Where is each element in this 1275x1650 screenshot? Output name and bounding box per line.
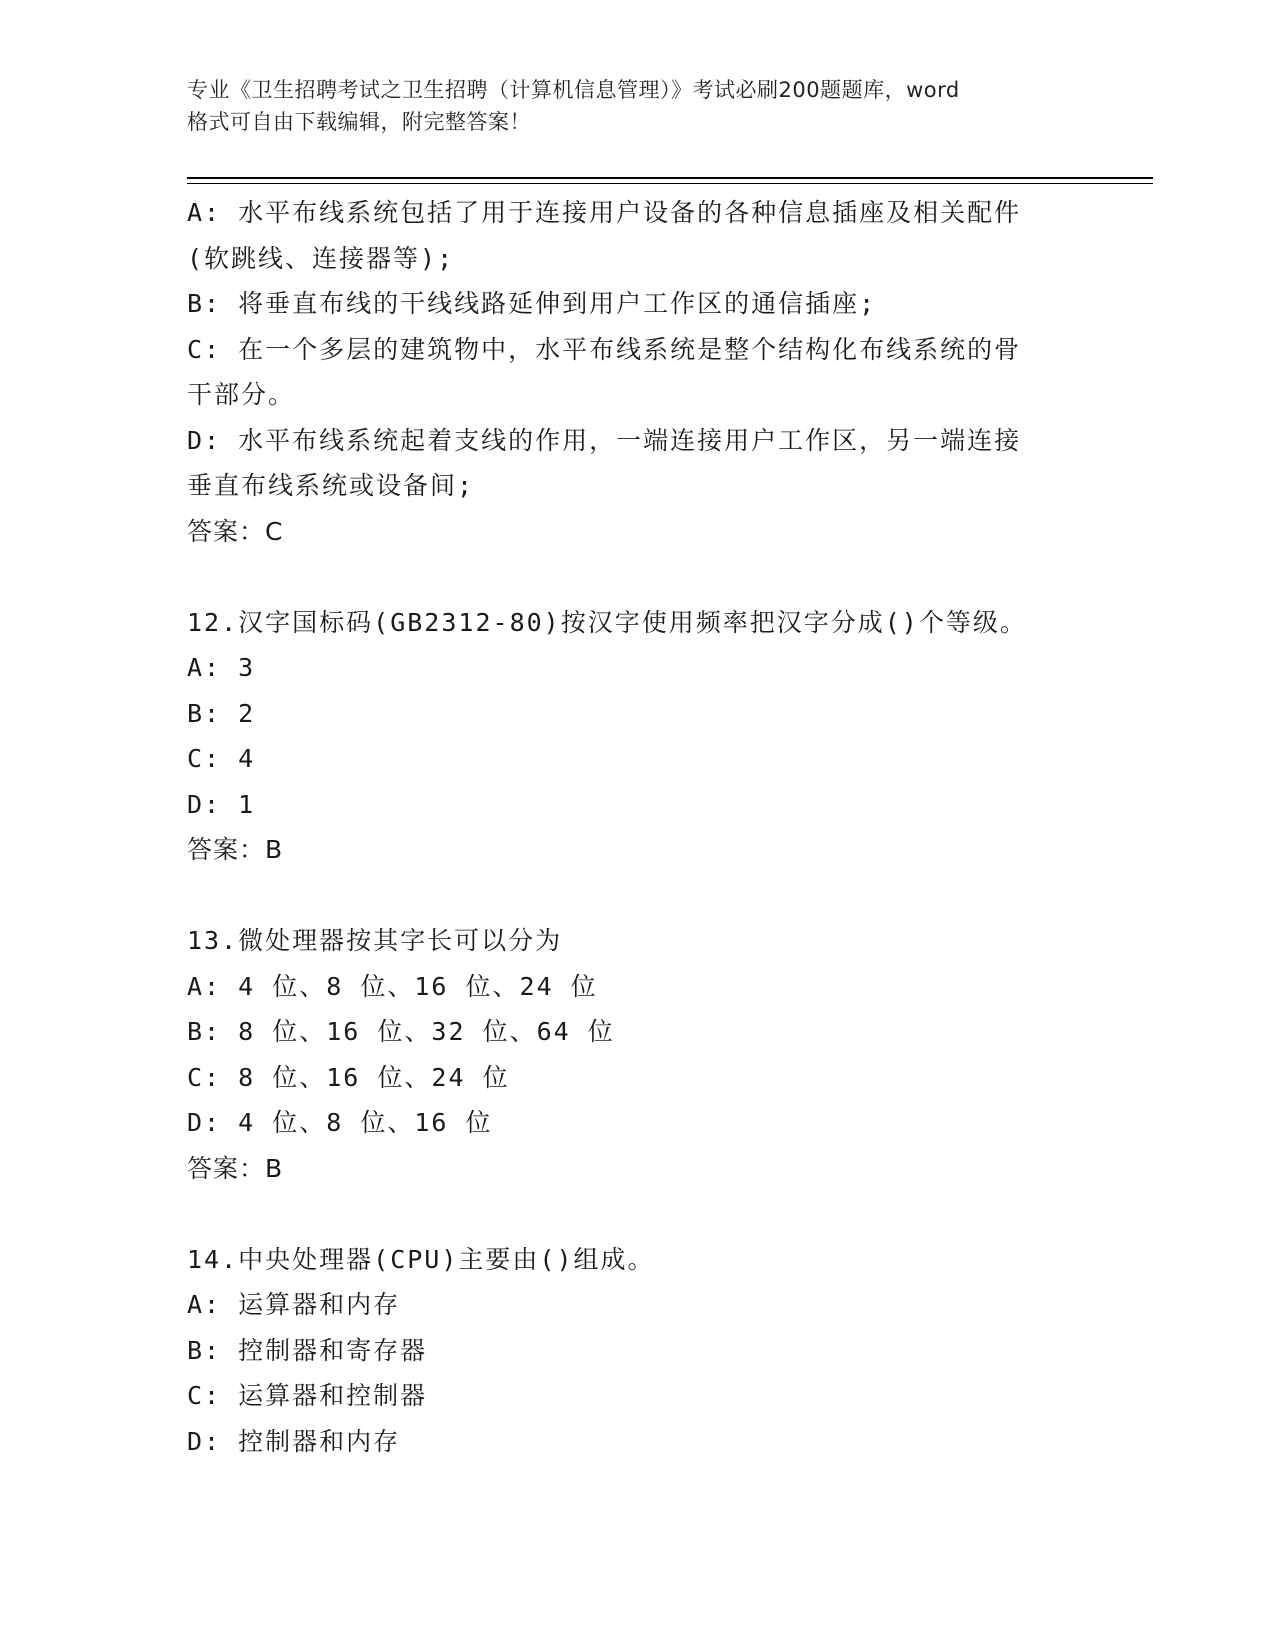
answer: 答案：C [187, 516, 284, 546]
option-c-line-2: 干部分。 [187, 380, 296, 409]
answer: 答案：B [187, 835, 284, 864]
option-a: A: 4 位、8 位、16 位、24 位 [187, 971, 598, 1001]
answer: 答案：B [187, 1153, 284, 1183]
header-divider-thin [187, 183, 1153, 184]
option-b: B: 8 位、16 位、32 位、64 位 [187, 1017, 615, 1046]
option-b: B: 将垂直布线的干线线路延伸到用户工作区的通信插座; [187, 289, 877, 318]
option-a: A: 运算器和内存 [187, 1290, 401, 1319]
option-c-line-1: C: 在一个多层的建筑物中，水平布线系统是整个结构化布线系统的骨 [187, 334, 1022, 364]
question-text: 12.汉字国标码(GB2312-80)按汉字使用频率把汉字分成()个等级。 [187, 607, 1027, 637]
header-title-line-2: 格式可自由下载编辑，附完整答案！ [187, 110, 531, 134]
option-a-line-2: (软跳线、连接器等); [187, 243, 455, 273]
option-c: C: 运算器和控制器 [187, 1381, 428, 1410]
spacer [187, 873, 1087, 919]
question-block-11 [187, 190, 1087, 554]
question-text: 14.中央处理器(CPU)主要由()组成。 [187, 1244, 655, 1274]
question-content [187, 190, 1087, 1464]
spacer [187, 1191, 1087, 1237]
option-c: C: 4 [187, 744, 256, 773]
document-header [187, 74, 1087, 138]
question-block-14 [187, 1237, 1087, 1465]
option-b: B: 2 [187, 698, 256, 728]
option-d-line-2: 垂直布线系统或设备间; [187, 471, 475, 500]
spacer [187, 554, 1087, 600]
header-divider-thick [187, 177, 1153, 179]
option-c: C: 8 位、16 位、24 位 [187, 1062, 510, 1092]
question-text: 13.微处理器按其字长可以分为 [187, 926, 563, 955]
option-a: A: 3 [187, 653, 256, 682]
option-d: D: 控制器和内存 [187, 1426, 401, 1456]
option-b: B: 控制器和寄存器 [187, 1335, 428, 1365]
header-title-line-1: 专业《卫生招聘考试之卫生招聘（计算机信息管理）》考试必刷200题题库，word [187, 78, 960, 102]
option-a-line-1: A: 水平布线系统包括了用于连接用户设备的各种信息插座及相关配件 [187, 198, 1022, 227]
option-d: D: 4 位、8 位、16 位 [187, 1108, 493, 1137]
question-block-12 [187, 600, 1087, 873]
option-d-line-1: D: 水平布线系统起着支线的作用，一端连接用户工作区，另一端连接 [187, 425, 1022, 455]
option-d: D: 1 [187, 789, 256, 819]
question-block-13 [187, 918, 1087, 1191]
